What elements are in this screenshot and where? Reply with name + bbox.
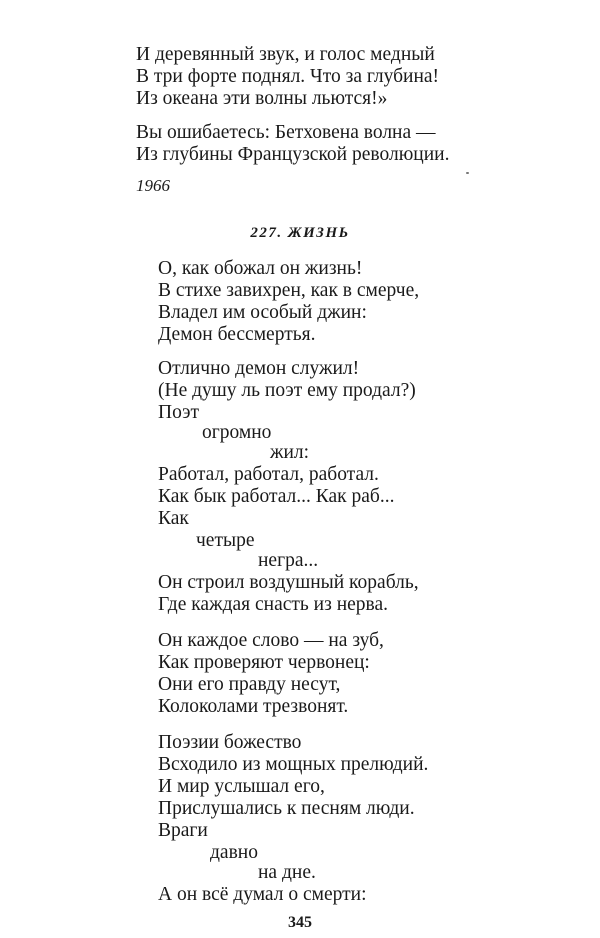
- poem-line: жил:: [270, 442, 310, 463]
- poem-line: В три форте поднял. Что за глубина!: [136, 66, 440, 87]
- poem-line: В стихе завихрен, как в смерче,: [158, 280, 420, 301]
- poem-line: И деревянный звук, и голос медный: [136, 44, 435, 65]
- poem-line: негра...: [258, 550, 319, 571]
- poem-line: Колоколами трезвонят.: [158, 696, 349, 717]
- poem-line: огромно: [202, 422, 272, 443]
- poem-line: Как проверяют червонец:: [158, 652, 370, 673]
- poem-line: Он каждое слово — на зуб,: [158, 630, 384, 651]
- poem-line: Всходило из мощных прелюдий.: [158, 754, 429, 775]
- poem-title: 227. ЖИЗНЬ: [250, 225, 350, 241]
- poem-line: Как: [158, 508, 189, 529]
- poem-line: на дне.: [258, 862, 316, 883]
- poem-line: Враги: [158, 820, 208, 841]
- print-speck: [466, 172, 469, 174]
- poem-line: давно: [210, 842, 258, 863]
- poem-line: Он строил воздушный корабль,: [158, 572, 419, 593]
- poem-line: Работал, работал, работал.: [158, 464, 379, 485]
- poem-line: Они его правду несут,: [158, 674, 341, 695]
- page-number: 345: [288, 914, 312, 931]
- poem-year: 1966: [136, 176, 170, 195]
- poem-line: Демон бессмертья.: [158, 324, 316, 345]
- poem-line: И мир услышал его,: [158, 776, 325, 797]
- poem-line: Как бык работал... Как раб...: [158, 486, 395, 507]
- poem-line: Вы ошибаетесь: Бетховена волна —: [136, 122, 436, 143]
- poem-line: Поэзии божество: [158, 732, 302, 753]
- poem-line: О, как обожал он жизнь!: [158, 258, 363, 279]
- poem-line: Поэт: [158, 402, 199, 423]
- poem-line: Где каждая снасть из нерва.: [158, 594, 389, 615]
- poem-line: Из глубины Французской революции.: [136, 144, 450, 165]
- poem-line: А он всё думал о смерти:: [158, 884, 367, 905]
- poem-line: Из океана эти волны льются!»: [136, 88, 388, 109]
- poem-line: Владел им особый джин:: [158, 302, 367, 323]
- poem-line: Отлично демон служил!: [158, 358, 360, 379]
- poem-line: Прислушались к песням люди.: [158, 798, 415, 819]
- poem-line: (Не душу ль поэт ему продал?): [158, 380, 416, 401]
- poem-line: четыре: [196, 530, 255, 551]
